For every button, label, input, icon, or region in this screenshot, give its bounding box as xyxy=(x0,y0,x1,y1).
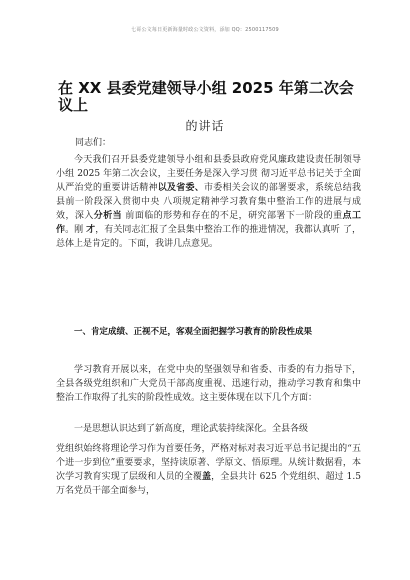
paragraph-1-part-c: 市委相关会议的部署要求，系统总结我县前一阶段深入贯彻中央 八项规定精神学习教育集中整治工作的进展与成效，深入 xyxy=(56,183,361,221)
paragraph-4 xyxy=(56,442,361,498)
paragraph-2: 学习教育开展以来，在党中央的坚强领导和省委、市委的有力指导下，全县各级党组织和广大党员干部高度重视、迅速行动，推动学习教育和集中整治工作取得了扎实的阶段性成效。这主要体现在以下几个方面： xyxy=(56,365,361,403)
paragraph-4-part-c: ，全县共计 625 个党组织、超过 1.5 万名党员干部全面参与， xyxy=(56,472,361,496)
salutation: 同志们： xyxy=(75,138,112,148)
paragraph-1-bold-h: 才 xyxy=(86,225,96,235)
paragraph-1-part-e: 前面临的形势和存在的不足，研究部署下一阶段的重 xyxy=(122,211,343,221)
watermark-text: 七哥公文每日更新海量时政公文资料，添加 QQ：2500117509 xyxy=(131,27,279,33)
paragraph-1-bold-d: 分析当 xyxy=(93,211,123,221)
document-title: 在 XX 县委党建领导小组 2025 年第二次会议上 xyxy=(58,79,354,114)
paragraph-1-part-a: 今天我们召开县委党建领导小组和县委县政府党风廉政建设责任制领导小组 2025 年第二次会议，主要任务是深入学习贯 彻习近平总书记关于全面从严治党的重要讲话精神 xyxy=(56,155,361,193)
paragraph-1-part-i: ，有关同志汇报了全县集中整治工作的推进情况，我都认真听 了，总体上是肯定的。下面，我讲几点意见。 xyxy=(56,225,361,249)
section-heading-1: 一、肯定成绩、正视不足，客观全面把握学习教育的阶段性成果 xyxy=(74,327,313,337)
paragraph-4-part-a: 党组织始终将理论学习作为首要任务，严格对标对表习近平总书记提出的“五个进一步到位”重要要求，坚持读原著、学原文、悟原理。从统计数据看，本次学习教育实现了层级和人员的全覆 xyxy=(56,444,361,482)
paragraph-1-bold-b: 以及省委、 xyxy=(157,183,204,193)
paragraph-1-part-g: 。刚 xyxy=(65,225,87,235)
paragraph-3: 一是思想认识达到了新高度，理论武装持续深化。全县各级 xyxy=(74,424,309,434)
document-subtitle: 的讲话 xyxy=(185,119,225,133)
paragraph-4-bold-b: 盖 xyxy=(201,472,212,482)
paragraph-1-bold-f: 点工作 xyxy=(56,211,361,235)
paragraph-1 xyxy=(56,153,361,251)
